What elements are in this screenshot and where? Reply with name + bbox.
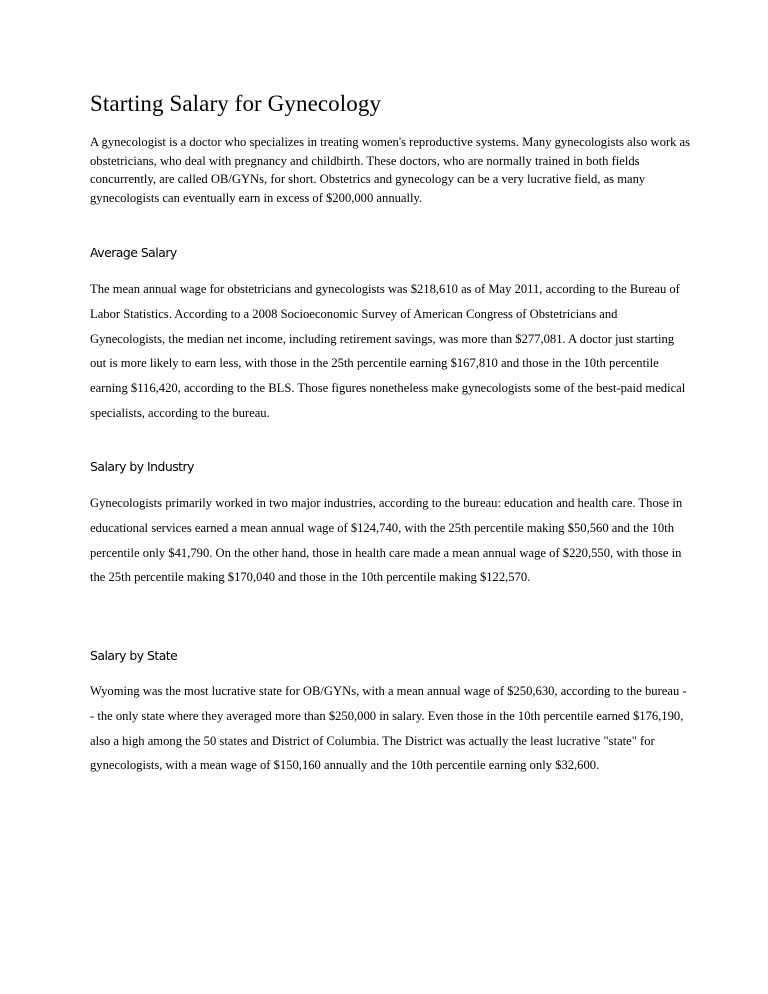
section-body-salary-by-state: Wyoming was the most lucrative state for OB/GYNs, with a mean annual wage of $250,630, according to the bureau -- the only state where they averaged more than $250,000 in salary. Even those in the 10th percentile earned $176,190, also a high among the 50 states and District of Columbia. The District was actually the least lucrative "state" for gynecologists, with a mean wage of $150,160 annually and the 10th percentile earning only $32,600.: [90, 684, 687, 773]
section-heading-salary-by-industry: Salary by Industry: [90, 459, 194, 474]
intro-paragraph: A gynecologist is a doctor who specializes in treating women's reproductive systems. Many gynecologists also work as obstetricians, who deal with pregnancy and childbirth. These doctors, who are normally trained in both fields concurrently, are called OB/GYNs, for short. Obstetrics and gynecology can be a very lucrative field, as many gynecologists can eventually earn in excess of $200,000 annually.: [90, 135, 691, 205]
page-title: Starting Salary for Gynecology: [90, 91, 382, 116]
section-heading-average-salary: Average Salary: [90, 245, 177, 260]
section-body-salary-by-industry: Gynecologists primarily worked in two major industries, according to the bureau: education and health care. Those in educational services earned a mean annual wage of $124,740, with the 25th percentile making $50,560 and the 10th percentile only $41,790. On the other hand, those in health care made a mean annual wage of $220,550, with those in the 25th percentile making $170,040 and those in the 10th percentile making $122,570.: [90, 496, 683, 585]
document-content: [90, 88, 691, 773]
section-heading-salary-by-state: Salary by State: [90, 648, 178, 663]
section-body-average-salary: The mean annual wage for obstetricians and gynecologists was $218,610 as of May 2011, according to the Bureau of Labor Statistics. According to a 2008 Socioeconomic Survey of American Congress of Obstetricians and Gynecologists, the median net income, including retirement savings, was more than $277,081. A doctor just starting out is more likely to earn less, with those in the 25th percentile earning $167,810 and those in the 10th percentile earning $116,420, according to the BLS. Those figures nonetheless make gynecologists some of the best-paid medical specialists, according to the bureau.: [90, 282, 686, 420]
